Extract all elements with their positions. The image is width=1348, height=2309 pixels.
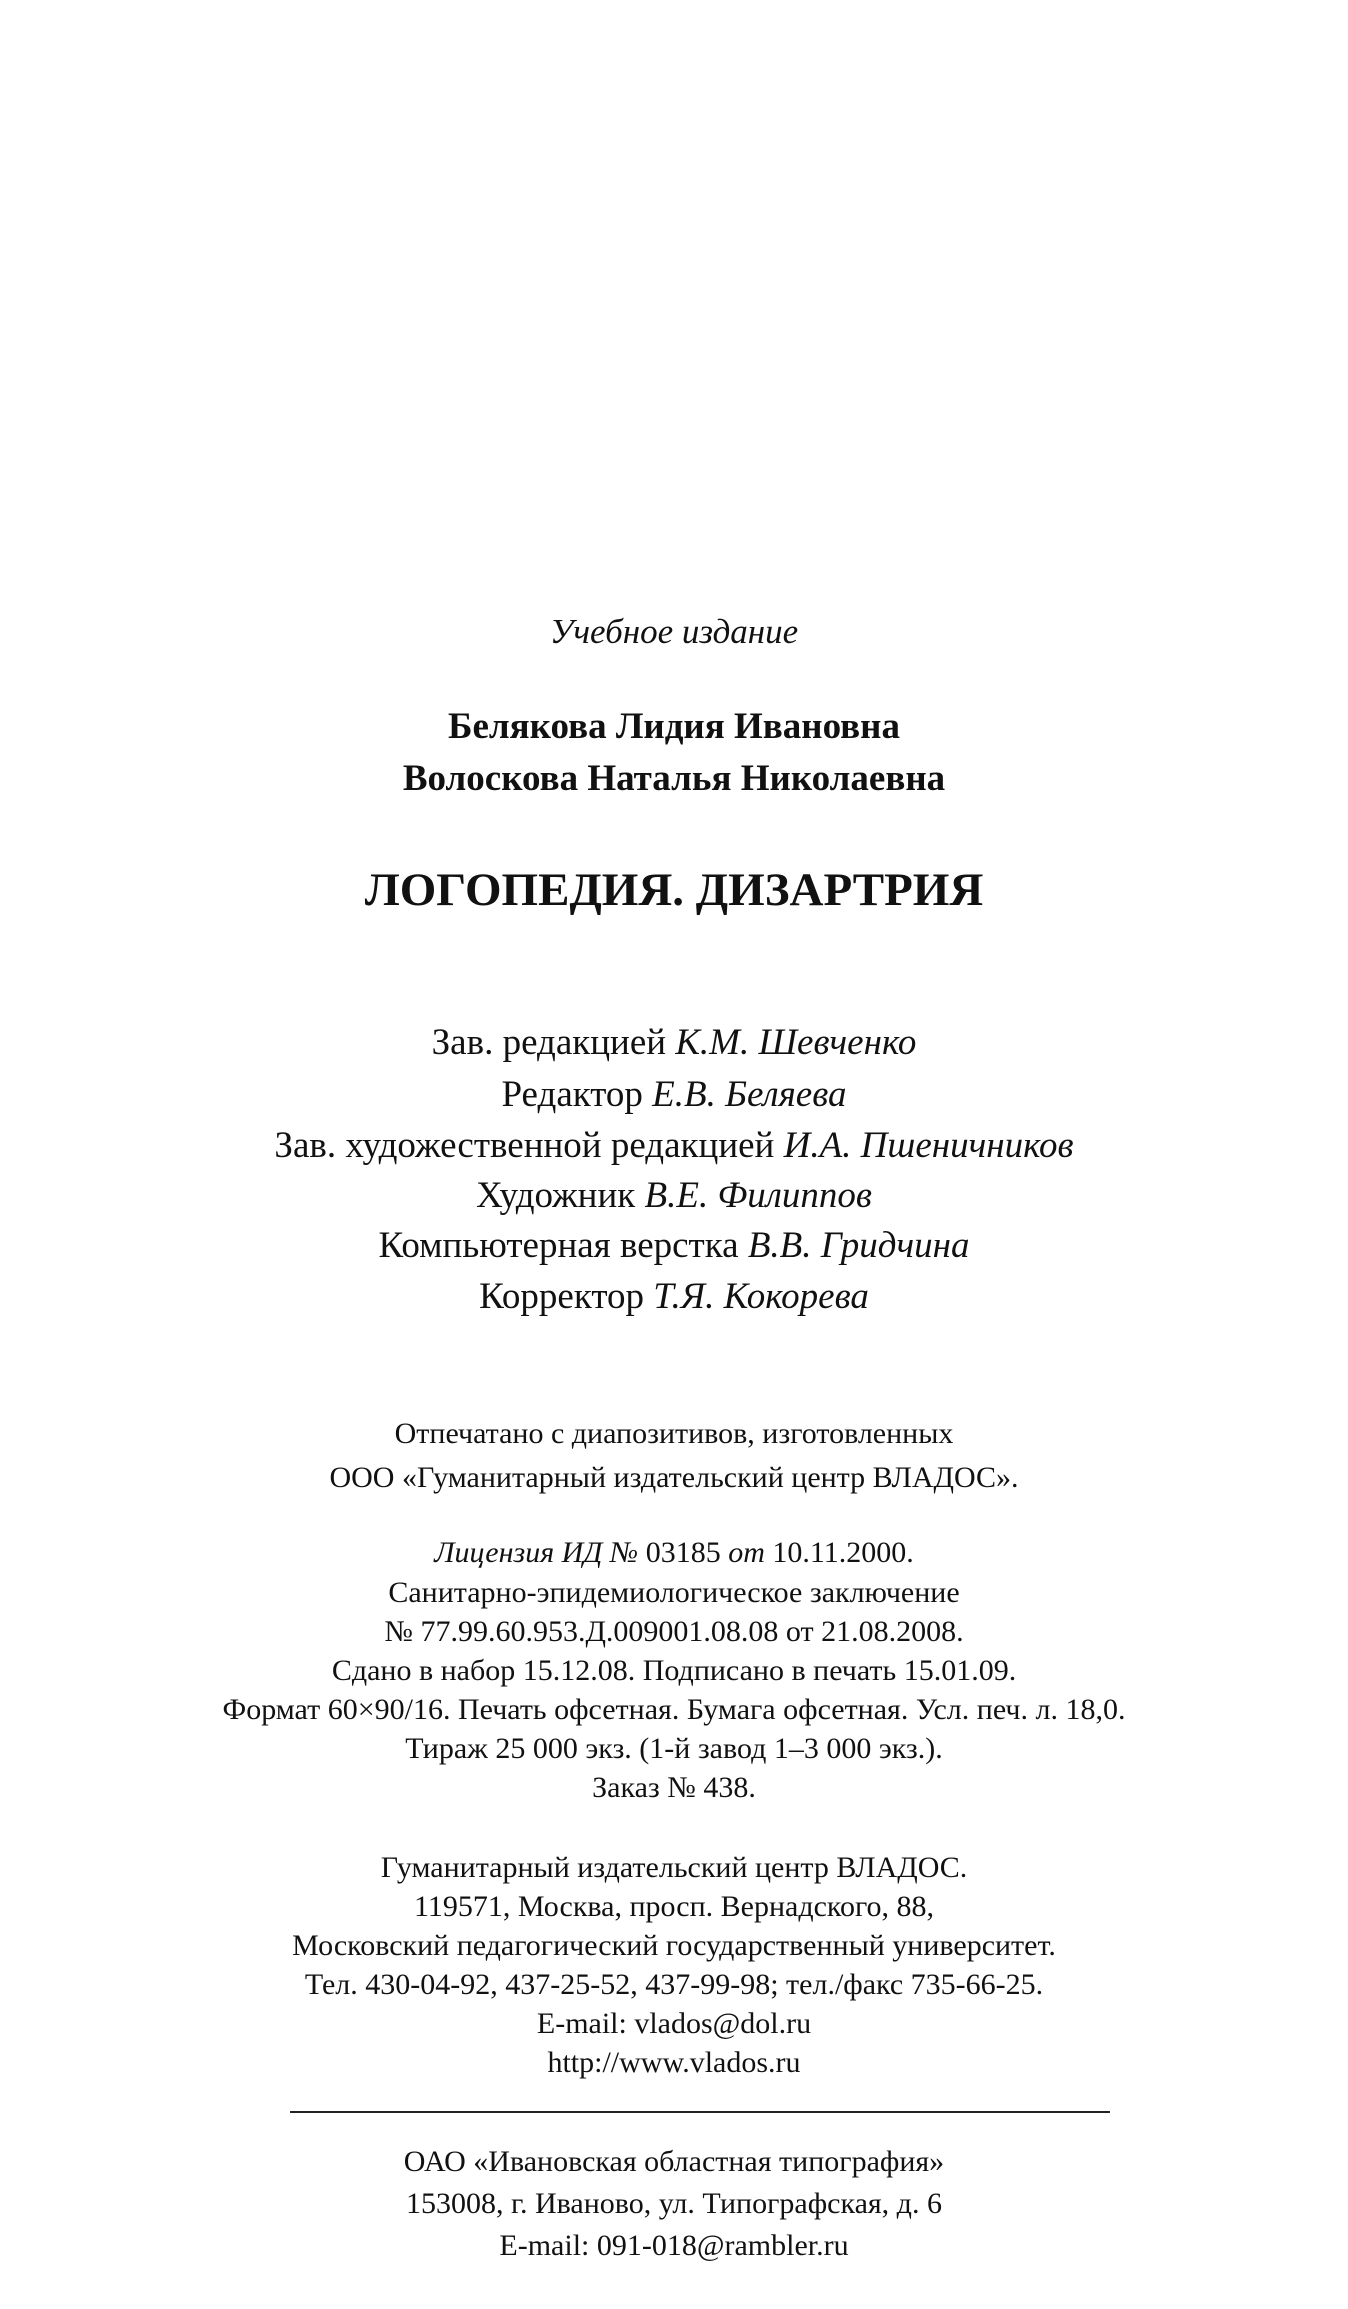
book-title: ЛОГОПЕДИЯ. ДИЗАРТРИЯ [364, 864, 984, 916]
imprint-line-6: Заказ № 438. [592, 1771, 756, 1804]
publisher-line-3: Московский педагогический государственный университет. [292, 1929, 1056, 1962]
publisher-website: http://www.vlados.ru [547, 2046, 801, 2079]
divider-line [290, 2111, 1110, 2113]
credit-editor [0, 1076, 1348, 1113]
printer-line-1: ОАО «Ивановская областная типография» [403, 2145, 945, 2178]
credit-person: В.Е. Филиппов [644, 1175, 872, 1216]
license-number: 03185 [645, 1536, 721, 1569]
imprint-line-5: Тираж 25 000 экз. (1-й завод 1–3 000 экз.). [405, 1732, 943, 1765]
license-from: от [720, 1536, 773, 1569]
printer-email: E-mail: 091-018@rambler.ru [499, 2229, 849, 2262]
credit-art-editor [0, 1127, 1348, 1164]
imprint-line-4: Формат 60×90/16. Печать офсетная. Бумага офсетная. Усл. печ. л. 18,0. [222, 1693, 1126, 1726]
publisher-line-1: Гуманитарный издательский центр ВЛАДОС. [380, 1851, 968, 1884]
credit-person: В.В. Гридчина [747, 1225, 970, 1266]
credit-role: Редактор [501, 1074, 653, 1115]
credit-role: Художник [476, 1175, 645, 1216]
credit-person: К.М. Шевченко [675, 1022, 917, 1063]
edition-type: Учебное издание [549, 612, 799, 651]
credit-role: Корректор [479, 1276, 654, 1317]
imprint-line-2: № 77.99.60.953.Д.009001.08.08 от 21.08.2008. [384, 1615, 964, 1648]
credit-role: Зав. редакцией [431, 1022, 676, 1063]
publisher-line-4: Тел. 430-04-92, 437-25-52, 437-99-98; тел./факс 735-66-25. [304, 1968, 1044, 2001]
author-1: Белякова Лидия Ивановна [448, 706, 900, 747]
imprint-line-3: Сдано в набор 15.12.08. Подписано в печать 15.01.09. [331, 1654, 1017, 1687]
license-date: 10.11.2000. [772, 1536, 914, 1569]
credit-role: Зав. художественной редакцией [274, 1125, 784, 1166]
printer-line-2: 153008, г. Иваново, ул. Типографская, д. 6 [406, 2187, 942, 2220]
credit-person: Е.В. Беляева [652, 1074, 847, 1115]
license-label: Лицензия ИД № [434, 1536, 646, 1569]
printed-from-line-2: ООО «Гуманитарный издательский центр ВЛАДОС». [329, 1461, 1019, 1494]
credit-role: Компьютерная верстка [378, 1225, 748, 1266]
author-2: Волоскова Наталья Николаевна [402, 758, 946, 799]
credit-managing-editor [0, 1024, 1348, 1061]
publisher-line-2: 119571, Москва, просп. Вернадского, 88, [413, 1890, 935, 1923]
credit-proofreader [0, 1278, 1348, 1315]
imprint-line-1: Санитарно-эпидемиологическое заключение [388, 1576, 960, 1609]
credit-person: И.А. Пшеничников [783, 1125, 1074, 1166]
publisher-email: E-mail: vlados@dol.ru [536, 2007, 812, 2040]
credit-layout [0, 1227, 1348, 1264]
credit-artist [0, 1177, 1348, 1214]
credit-person: Т.Я. Кокорева [653, 1276, 869, 1317]
license-line [0, 1538, 1348, 1568]
printed-from-line-1: Отпечатано с диапозитивов, изготовленных [394, 1417, 954, 1450]
